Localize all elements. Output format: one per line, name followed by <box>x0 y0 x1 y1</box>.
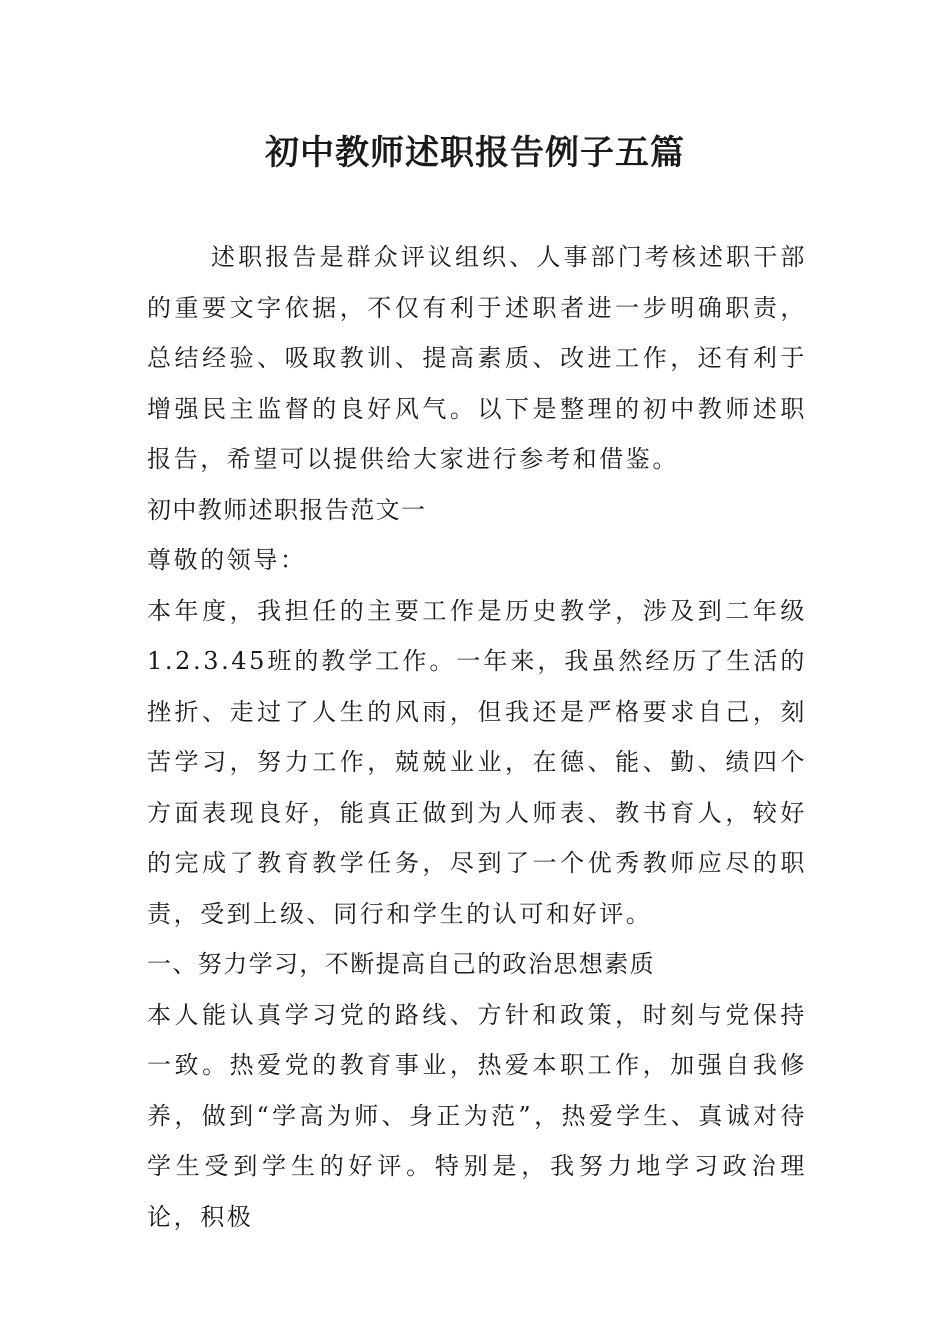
intro-paragraph: 述职报告是群众评议组织、人事部门考核述职干部的重要文字依据，不仅有利于述职者进一步明确职责，总结经验、吸取教训、提高素质、改进工作，还有利于增强民主监督的良好风气。以下是整理的初中教师述职报告，希望可以提供给大家进行参考和借鉴。 <box>147 243 807 473</box>
document-title: 初中教师述职报告例子五篇 <box>265 133 685 173</box>
salutation: 尊敬的领导： <box>147 546 307 574</box>
subsection-heading: 一、努力学习，不断提高自己的政治思想素质 <box>147 950 655 978</box>
document-body <box>147 232 807 1242</box>
section-heading: 初中教师述职报告范文一 <box>147 495 427 524</box>
body-paragraph: 本人能认真学习党的路线、方针和政策，时刻与党保持一致。热爱党的教育事业，热爱本职工作，加强自我修养，做到“学高为师、身正为范”，热爱学生、真诚对待学生受到学生的好评。特别是，我努力地学习政治理论，积极 <box>147 1000 807 1231</box>
body-paragraph: 本年度，我担任的主要工作是历史教学，涉及到二年级1.2.3.45班的教学工作。一年来，我虽然经历了生活的挫折、走过了人生的风雨，但我还是严格要求自己，刻苦学习，努力工作，兢兢业业，在德、能、勤、绩四个方面表现良好，能真正做到为人师表、教书育人，较好的完成了教育教学任务，尽到了一个优秀教师应尽的职责，受到上级、同行和学生的认可和好评。 <box>147 596 807 928</box>
